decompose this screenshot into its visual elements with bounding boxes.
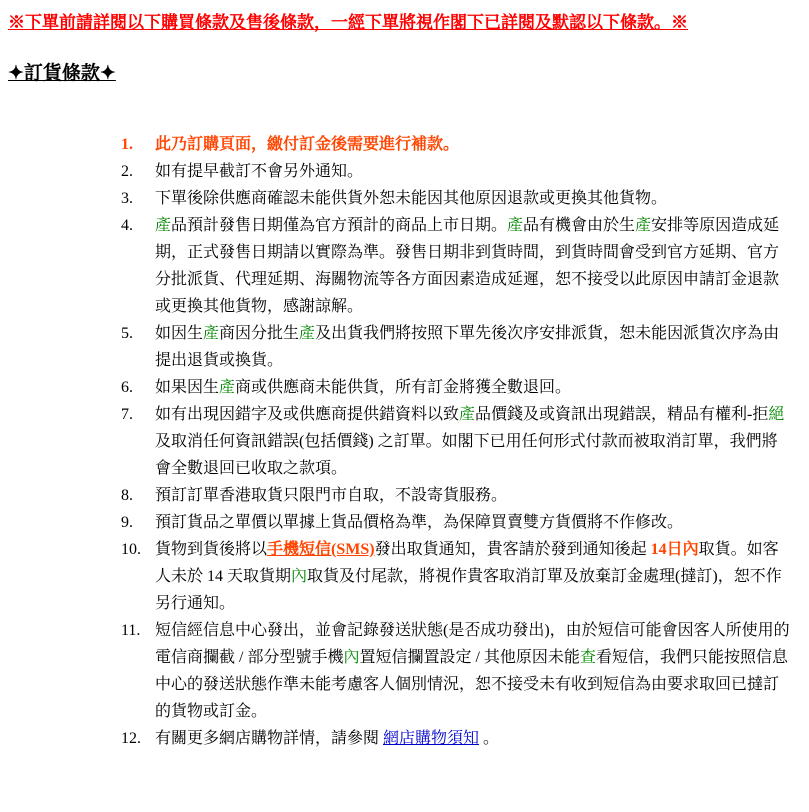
term-item	[121, 401, 793, 482]
term-item	[121, 482, 793, 509]
term-text-emphasis: 查	[579, 649, 596, 666]
term-text-segment: 如有提早截訂不會另外通知。	[155, 163, 364, 180]
term-text-emphasis: 此乃訂購頁面，繳付訂金後需要進行補款。	[155, 136, 460, 153]
terms-list	[8, 131, 793, 752]
term-text-emphasis: 手機短信(SMS)	[267, 541, 375, 558]
top-notice: ※下單前請詳閱以下購買條款及售後條款，一經下單將視作閣下已詳閱及默認以下條款。※	[8, 13, 688, 32]
term-item	[121, 536, 793, 617]
term-number: 7.	[121, 406, 133, 423]
term-text-segment: 看短信，我們只能按照信息中心的發送狀態作準未能考慮客人個別情況，恕不接受未有收到短信為由要求取回已撻訂的貨物或訂金。	[155, 649, 788, 720]
term-number: 9.	[121, 514, 133, 531]
term-text	[155, 158, 793, 185]
term-item	[121, 212, 793, 320]
term-text-segment: 品預計發售日期僅為官方預計的商品上市日期。	[171, 217, 508, 234]
term-number: 2.	[121, 163, 133, 180]
term-text-segment: 如有出現因錯字及或供應商提供錯資料以致	[155, 406, 460, 423]
term-text-emphasis: 產	[635, 217, 652, 234]
shop-guide-link[interactable]: 網店購物須知	[383, 730, 480, 747]
term-text-segment: 貨物到貨後將以	[155, 541, 268, 558]
term-item	[121, 320, 793, 374]
term-text-segment: 商因分批生	[219, 325, 300, 342]
term-text-segment: 。	[479, 730, 500, 747]
term-text-segment: 如因生	[155, 325, 204, 342]
term-number: 1.	[121, 136, 133, 153]
term-text-segment: 安排等原因造成延期，正式發售日期請以實際為準。發售日期非到貨時間，到貨時間會受到官方延期、官方分批派貨、代理延期、海關物流等各方面因素造成延遲，恕不接受以此原因申請訂金退款或更換其他貨物，感謝諒解。	[155, 217, 780, 315]
term-number: 6.	[121, 379, 133, 396]
term-text-segment: 商或供應商未能供貨，所有訂金將獲全數退回。	[235, 379, 572, 396]
term-text-segment: 置短信攔置設定 / 其他原因未能	[359, 649, 580, 666]
term-text-segment: 短信經信息中心發出，並會記錄發送狀態(是否成功發出)，由於短信可能會因客人所使用的電信商攔截 / 部分型號手機	[155, 622, 790, 666]
term-text-emphasis: 產	[203, 325, 220, 342]
term-text	[155, 131, 793, 158]
term-number: 8.	[121, 487, 133, 504]
term-item	[121, 131, 793, 158]
term-item	[121, 725, 793, 752]
term-item	[121, 509, 793, 536]
term-text	[155, 725, 793, 752]
term-item	[121, 158, 793, 185]
term-number: 4.	[121, 217, 133, 234]
term-text-segment: 及取消任何資訊錯誤(包括價錢) 之訂單。如閣下已用任何形式付款而被取消訂單，我們將會全數退回已收取之款項。	[155, 433, 778, 477]
term-text-emphasis: 產	[299, 325, 316, 342]
term-text	[155, 617, 793, 725]
term-text-segment: 下單後除供應商確認未能供貨外恕未能因其他原因退款或更換其他貨物。	[155, 190, 668, 207]
term-number: 12.	[121, 730, 141, 747]
term-text-emphasis: 內	[291, 568, 308, 585]
term-text-segment: 預訂貨品之單價以單據上貨品價格為準，為保障買賣雙方貨價將不作修改。	[155, 514, 684, 531]
term-text-emphasis: 產	[507, 217, 524, 234]
term-item	[121, 617, 793, 725]
term-text-segment: 及出貨我們將按照下單先後次序安排派貨，恕未能因派貨次序為由提出退貨或換貨。	[155, 325, 780, 369]
term-text-emphasis: 產	[459, 406, 476, 423]
term-number: 10.	[121, 541, 141, 558]
term-text-segment: 發出取貨通知，貴客請於發到通知後起	[374, 541, 651, 558]
term-text-segment: 如果因生	[155, 379, 220, 396]
term-text	[155, 185, 793, 212]
term-number: 3.	[121, 190, 133, 207]
term-number: 11.	[121, 622, 141, 639]
term-text	[155, 401, 793, 482]
term-text-segment: 預訂訂單香港取貨只限門市自取，不設寄貨服務。	[155, 487, 508, 504]
term-text-segment: 品有機會由於生	[523, 217, 636, 234]
term-number: 5.	[121, 325, 133, 342]
term-text-emphasis: 內	[343, 649, 360, 666]
term-text	[155, 536, 793, 617]
term-text-emphasis: 產	[219, 379, 236, 396]
term-text-segment: 有關更多網店購物詳情，請參閱	[155, 730, 384, 747]
term-text	[155, 212, 793, 320]
term-text	[155, 320, 793, 374]
term-text	[155, 509, 793, 536]
term-item	[121, 374, 793, 401]
term-text	[155, 374, 793, 401]
term-text	[155, 482, 793, 509]
term-text-segment: 品價錢及或資訊出現錯誤，精品有權利-拒	[475, 406, 769, 423]
term-text-segment: 取貨及付尾款，將視作貴客取消訂單及放棄訂金處理(撻訂)，恕不作另行通知。	[155, 568, 782, 612]
term-text-emphasis: 14日內	[650, 541, 699, 558]
term-text-emphasis: 絕	[768, 406, 785, 423]
term-text-emphasis: 產	[155, 217, 172, 234]
term-item	[121, 185, 793, 212]
term-text-segment: 取貨。如客人未於 14 天取貨期	[155, 541, 779, 585]
section-heading: ✦訂貨條款✦	[8, 63, 116, 84]
